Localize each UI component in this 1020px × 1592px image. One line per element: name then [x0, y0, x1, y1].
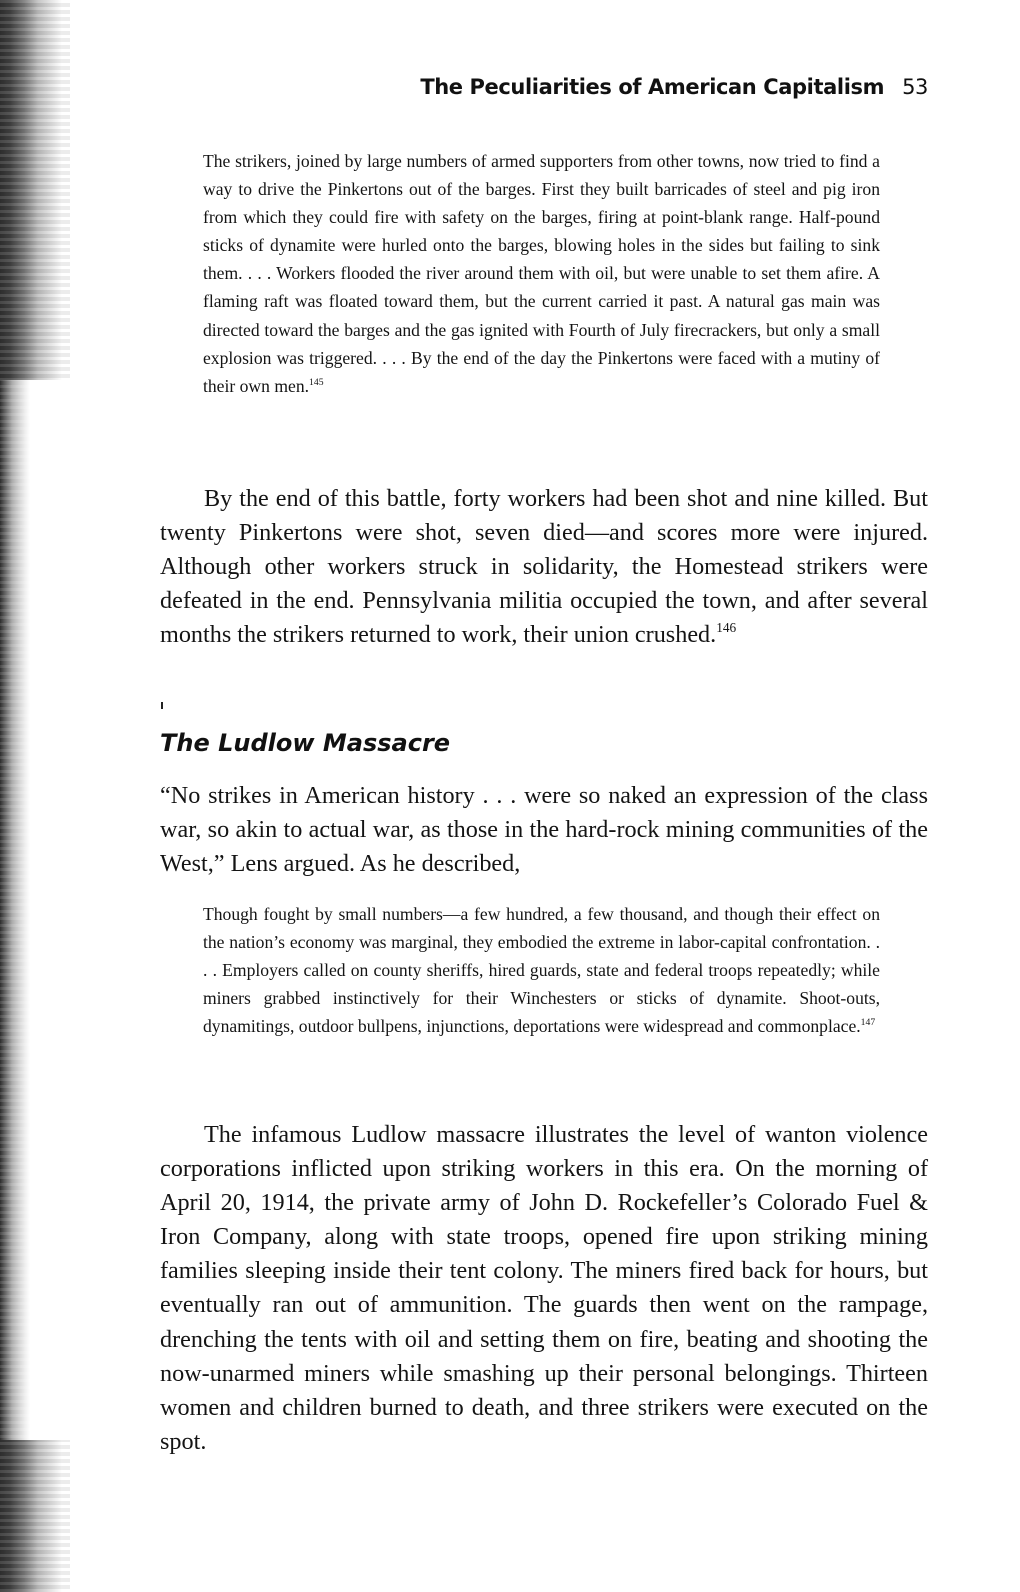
- block-quote-text: The strikers, joined by large numbers of armed supporters from other towns, now tried to find a way to drive the Pinkertons out of the barges. First they built barricades of steel and pig iron from which they could fire with safety on the barges, firing at point-blank range. Half-pound sticks of dynamite were hurled onto the barges, blowing holes in the sides but failing to sink them. . . . Workers flooded the river around them with oil, but were unable to set them afire. A flaming raft was floated toward them, but the current carried it past. A natural gas main was directed toward the barges and the gas ignited with Fourth of July firecrackers, but only a small explosion was triggered. . . . By the end of the day the Pinkertons were faced with a mutiny of their own men.: [203, 151, 880, 396]
- block-quote-mining-wars: [203, 900, 880, 1040]
- paragraph-ludlow-massacre: [160, 1118, 928, 1459]
- block-quote-pinkertons: [203, 147, 880, 400]
- paragraph-text: The infamous Ludlow massacre illustrates the level of wanton violence corporations inflicted upon striking workers in this era. On the morning of April 20, 1914, the private army of John D. Rockefeller’s Colorado Fuel & Iron Company, along with state troops, opened fire upon striking mining families sleeping inside their tent colony. The miners fired back for hours, but eventually ran out of ammunition. The guards then went on the rampage, drenching the tents with oil and setting them on fire, beating and shooting the now-unarmed miners while smashing up their personal belongings. Thirteen women and children burned to death, and three strikers were executed on the spot.: [160, 1121, 928, 1455]
- running-head: [160, 75, 928, 99]
- paragraph-text: “No strikes in American history . . . were so naked an expression of the class war, so akin to actual war, as those in the hard-rock mining communities of the West,” Lens argued. As he described,: [160, 782, 928, 878]
- paragraph-text: By the end of this battle, forty workers had been shot and nine killed. But twenty Pinkertons were shot, seven died—and scores more were injured. Although other workers struck in solidarity, the Homestead strikers were defeated in the end. Pennsylvania militia occupied the town, and after several months the strikers returned to work, their union crushed.: [160, 485, 928, 649]
- block-quote-text: Though fought by small numbers—a few hundred, a few thousand, and though their effect on the nation’s economy was marginal, they embodied the extreme in labor-capital confrontation. . . . Employers called on county sheriffs, hired guards, state and federal troops repeatedly; while miners grabbed instinctively for their Winchesters or sticks of dynamite. Shoot-outs, dynamitings, outdoor bullpens, injunctions, deportations were widespread and commonplace.: [203, 904, 880, 1037]
- section-heading: The Ludlow Massacre: [160, 729, 451, 757]
- scan-artifact-mark: [161, 702, 163, 709]
- paragraph-battle-outcome: [160, 482, 928, 652]
- page-number: 53: [902, 75, 928, 99]
- scan-binding-fade: [0, 380, 70, 1440]
- running-head-title: The Peculiarities of American Capitalism: [420, 75, 885, 99]
- footnote-ref: 147: [860, 1017, 876, 1029]
- footnote-ref: 145: [309, 376, 324, 388]
- paragraph-lens-quote-intro: [160, 779, 928, 881]
- footnote-ref: 146: [716, 620, 737, 636]
